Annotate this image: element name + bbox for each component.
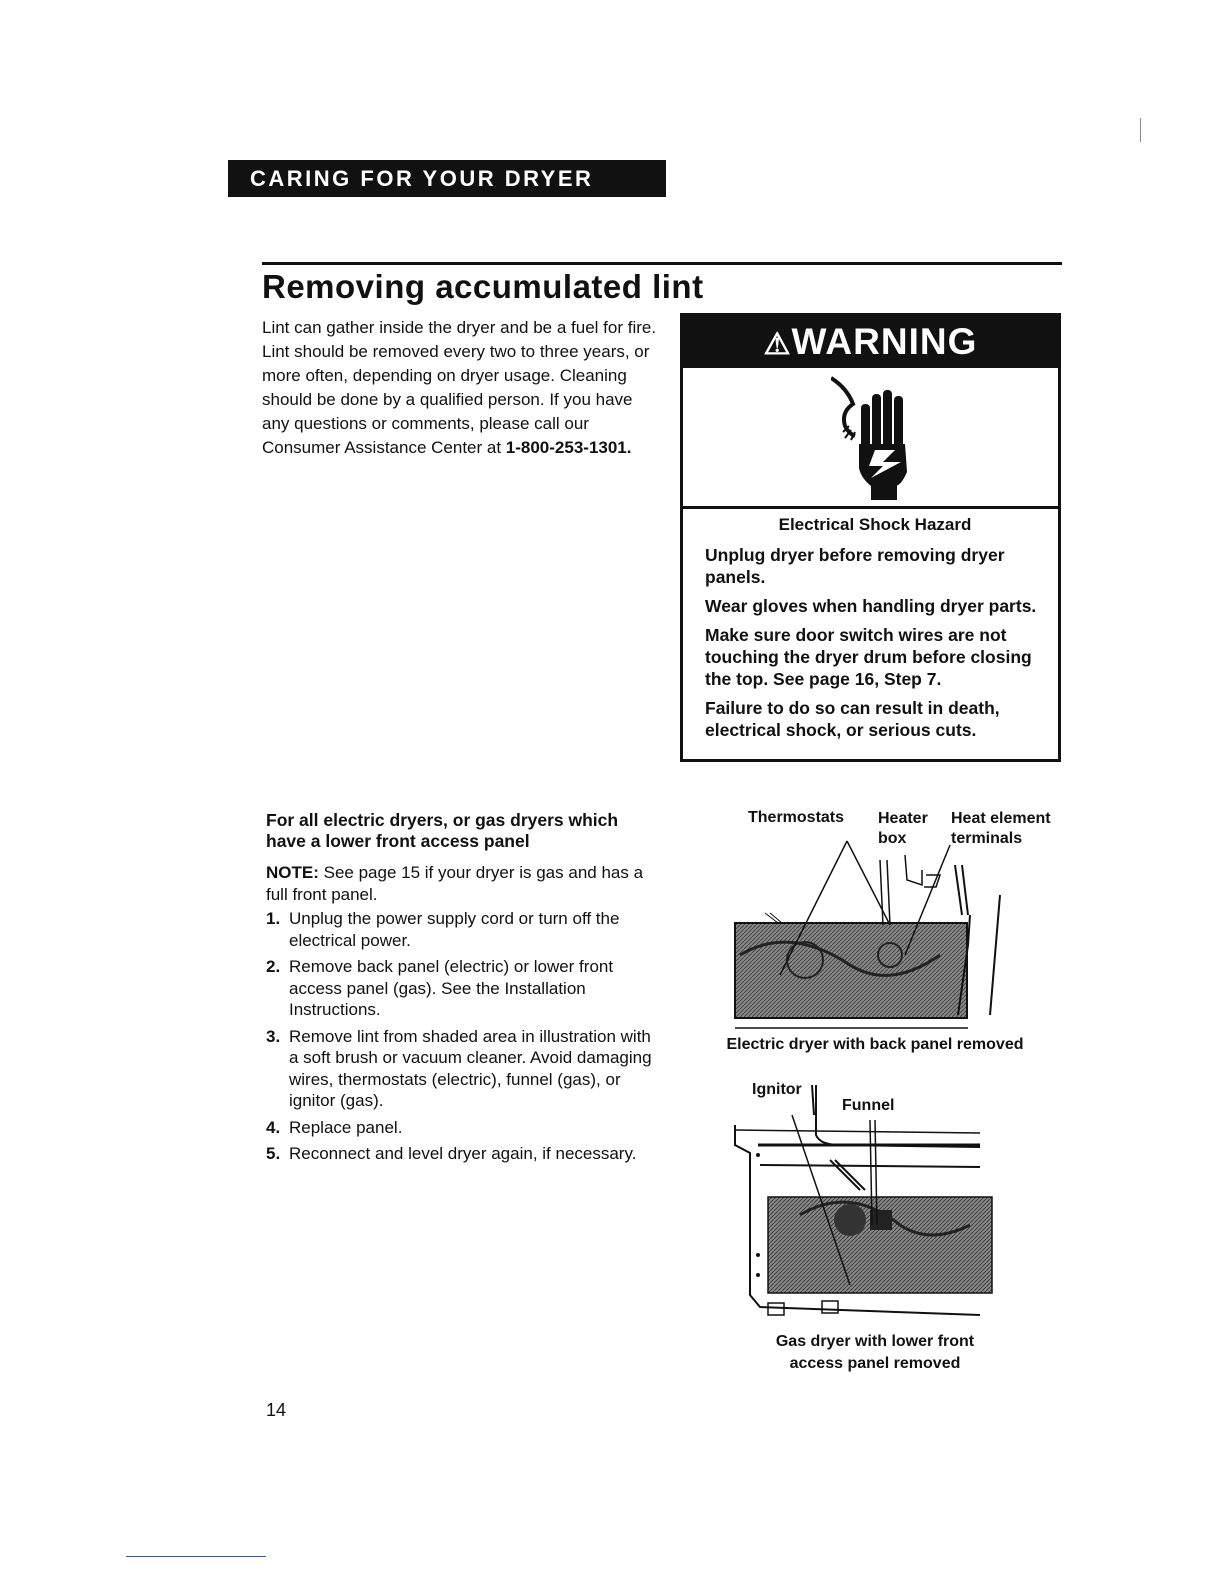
figure-electric xyxy=(700,805,1070,1065)
step-text: Remove back panel (electric) or lower front access panel (gas). See the Installation Instructions. xyxy=(289,957,614,1019)
procedure-heading: For all electric dryers, or gas dryers which have a lower front access panel xyxy=(266,810,619,851)
warning-separator xyxy=(683,506,1058,509)
step-number: 2. xyxy=(266,957,281,976)
note-text: See page 15 if your dryer is gas and has a full front panel. xyxy=(266,863,644,904)
step-number: 1. xyxy=(266,909,281,928)
step-number: 4. xyxy=(266,1117,281,1137)
electrical-shock-hand-icon xyxy=(831,374,921,502)
step-text: Remove lint from shaded area in illustration with a soft brush or vacuum cleaner. Avoid damaging wires, thermostats (electric), funnel (gas), or ignitor (gas). xyxy=(289,1026,652,1110)
step-item xyxy=(266,956,656,1021)
step-text: Reconnect and level dryer again, if necessary. xyxy=(289,1144,637,1163)
step-text: Replace panel. xyxy=(289,1117,403,1137)
warning-box xyxy=(680,313,1061,762)
caption-gas: Gas dryer with lower front access panel removed xyxy=(775,1333,975,1372)
note-label: NOTE: xyxy=(266,863,319,882)
phone-number: 1-800-253-1301. xyxy=(505,438,632,457)
intro-text: Lint can gather inside the dryer and be a fuel for fire. Lint should be removed every two to three years, or more often, depending on dryer usage. Cleaning should be done by a qualified person. If you have any questions or comments, please call our Consumer Assistance Center at xyxy=(262,318,657,457)
procedure-steps xyxy=(266,908,656,1170)
label-ignitor: Ignitor xyxy=(752,1081,802,1098)
hazard-title: Electrical Shock Hazard xyxy=(778,515,972,534)
warning-line: Unplug dryer before removing dryer panels. xyxy=(705,545,1005,587)
footer-line xyxy=(126,1556,266,1557)
section-header: CARING FOR YOUR DRYER xyxy=(228,160,666,197)
warning-line: Wear gloves when handling dryer parts. xyxy=(705,596,1037,616)
step-item xyxy=(266,908,656,951)
warning-line: Failure to do so can result in death, electrical shock, or serious cuts. xyxy=(705,698,1000,740)
label-funnel: Funnel xyxy=(842,1097,895,1114)
label-heater-box: Heater box xyxy=(878,810,928,847)
warning-heading: WARNING xyxy=(791,321,978,362)
page-title: Removing accumulated lint xyxy=(262,268,704,305)
figure-gas xyxy=(730,1075,1000,1325)
warning-header xyxy=(683,316,1058,368)
step-item xyxy=(266,1117,656,1139)
page-number: 14 xyxy=(266,1400,287,1420)
warning-line: Make sure door switch wires are not touching the dryer drum before closing the top. See page 16, Step 7. xyxy=(705,625,1032,689)
warning-triangle-icon: ⚠ xyxy=(763,328,792,361)
intro-paragraph xyxy=(262,316,657,460)
warning-body xyxy=(705,514,1045,748)
label-thermostats: Thermostats xyxy=(748,809,845,826)
caption-electric: Electric dryer with back panel removed xyxy=(726,1036,1024,1053)
margin-mark xyxy=(1140,118,1141,142)
step-number: 3. xyxy=(266,1026,281,1046)
step-item xyxy=(266,1143,656,1165)
title-rule xyxy=(262,262,1062,265)
label-heat-element-terminals: Heat element terminals xyxy=(951,810,1051,847)
step-item xyxy=(266,1026,656,1112)
procedure-note xyxy=(266,862,656,906)
step-number: 5. xyxy=(266,1144,281,1163)
step-text: Unplug the power supply cord or turn off the electrical power. xyxy=(289,909,620,950)
